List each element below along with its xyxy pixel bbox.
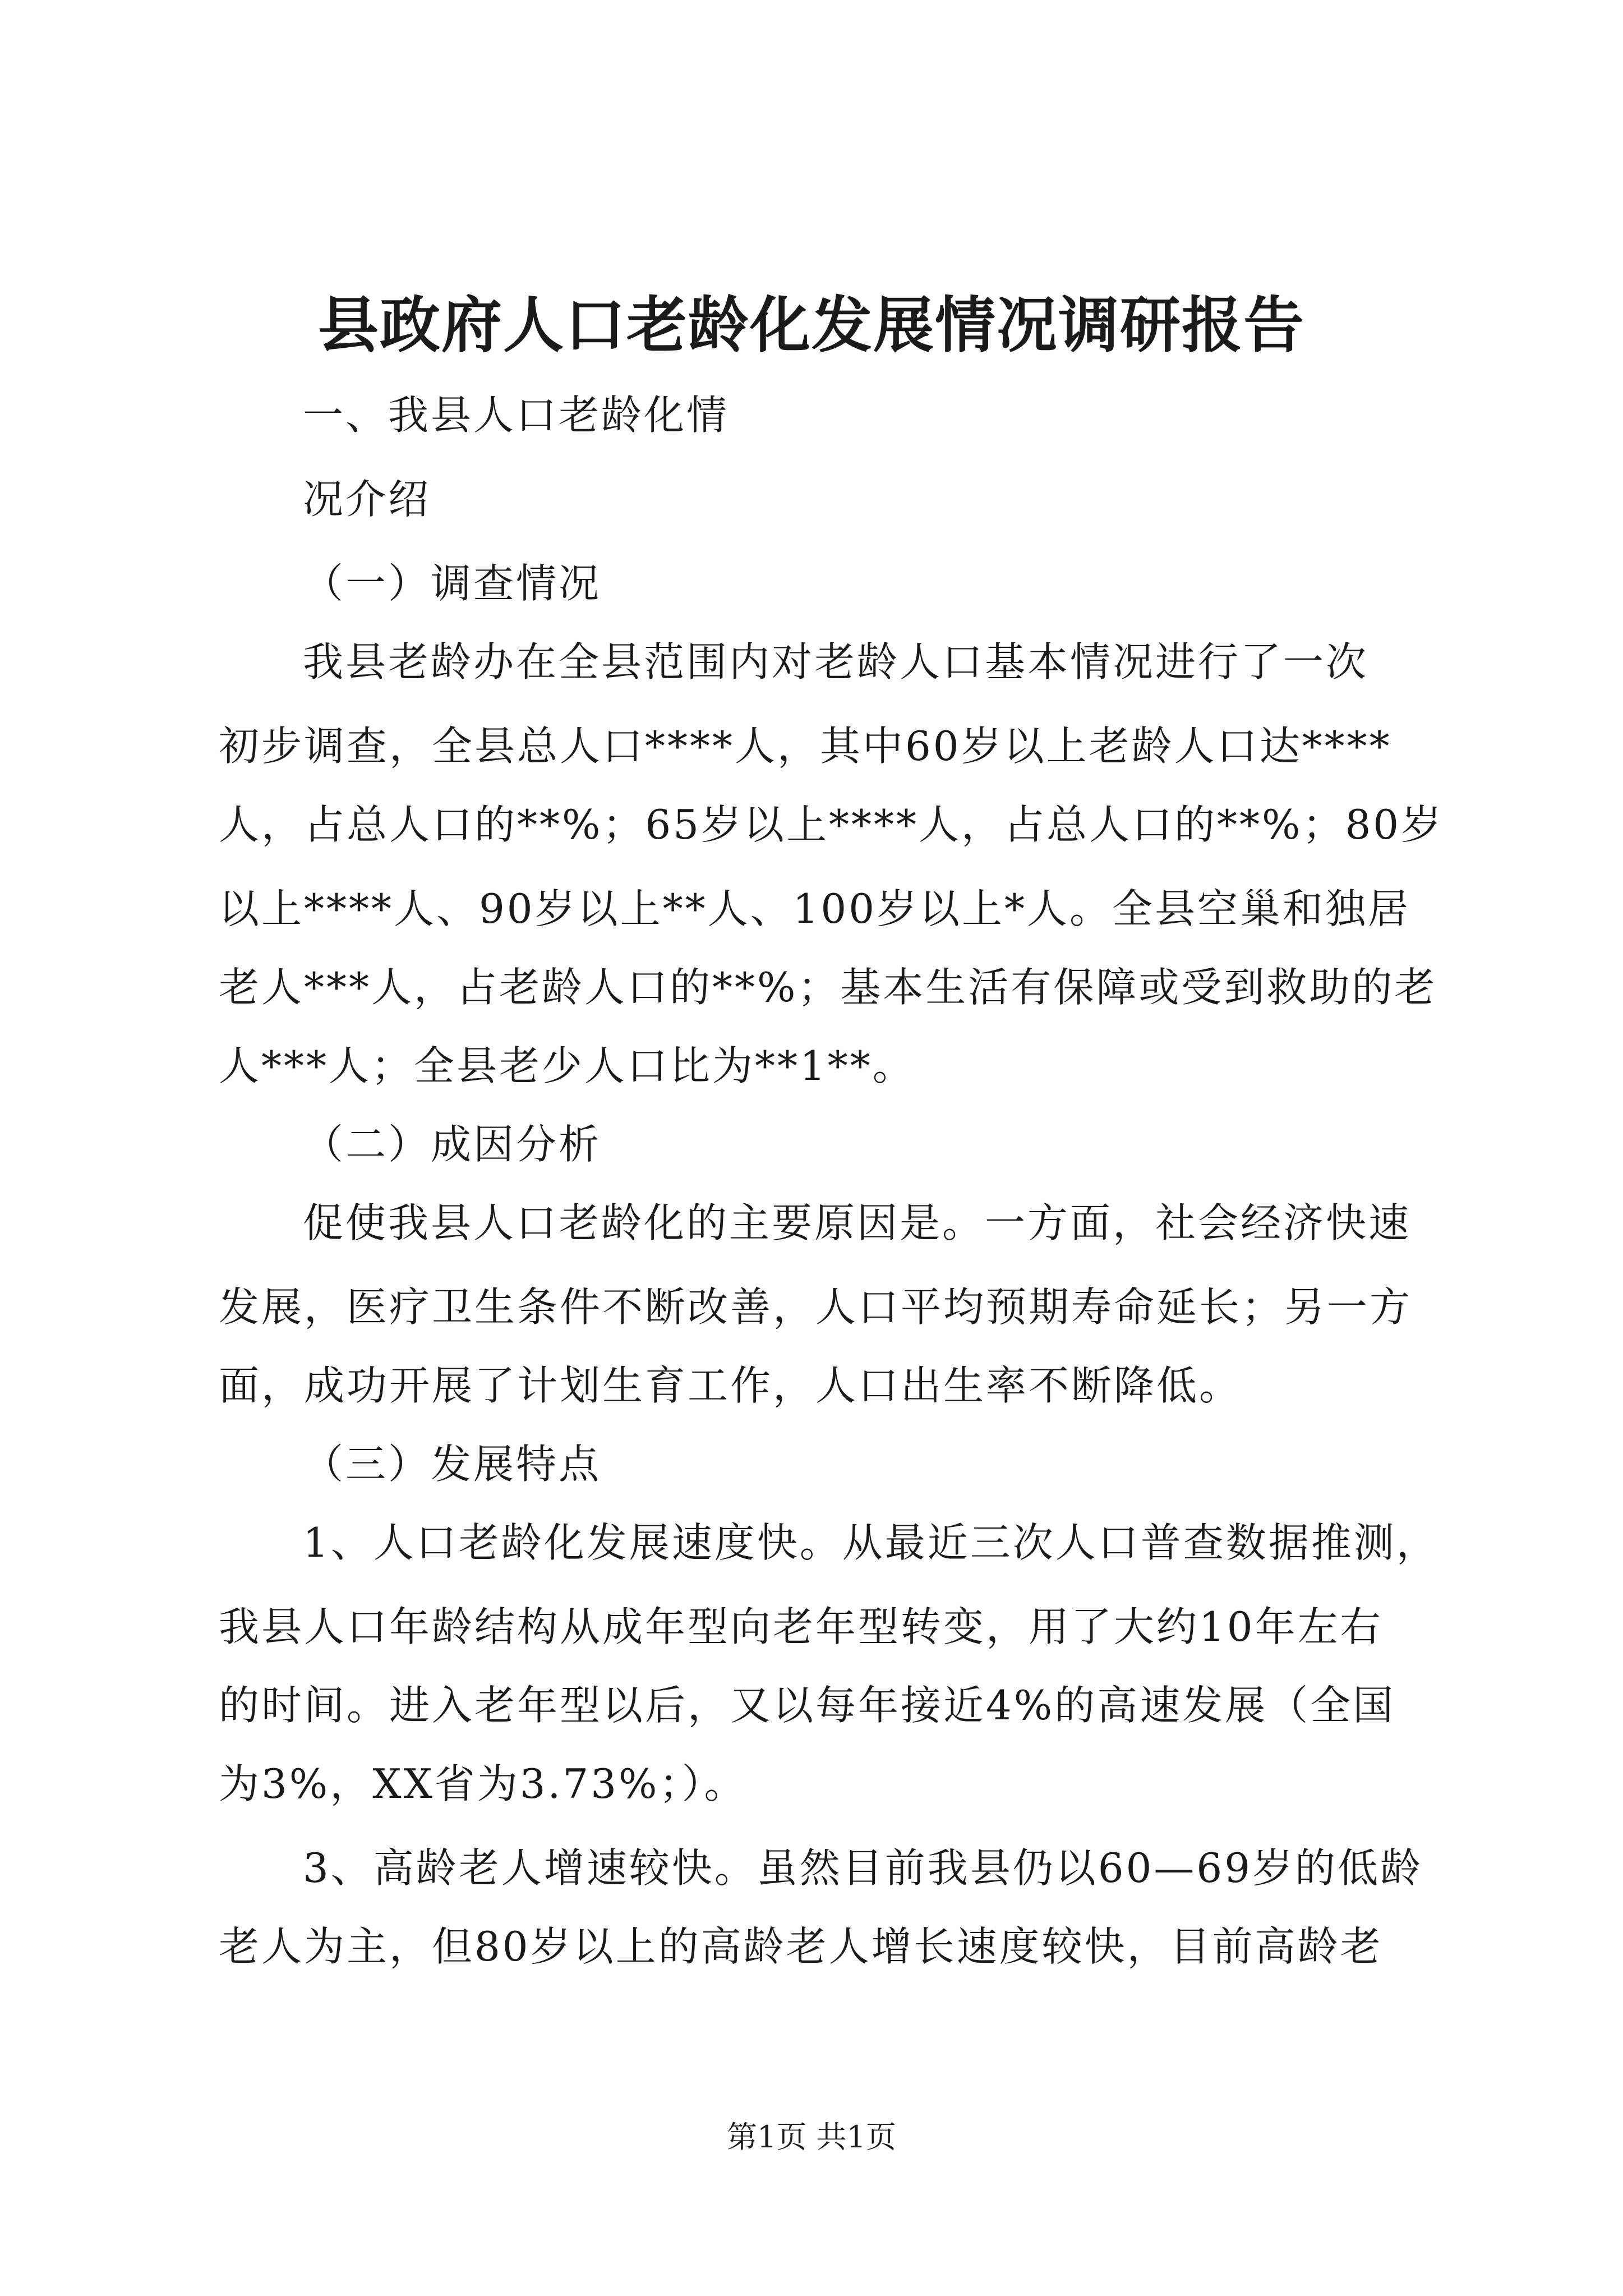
paragraph-line: 发展，医疗卫生条件不断改善，人口平均预期寿命延长；另一方 <box>219 1283 1413 1331</box>
paragraph-line: 老人***人，占老龄人口的**%；基本生活有保障或受到救助的老 <box>219 964 1437 1011</box>
subsection-heading: （三）发展特点 <box>303 1441 602 1488</box>
paragraph-line: 面，成功开展了计划生育工作，人口出生率不断降低。 <box>219 1362 1242 1409</box>
paragraph-line: 老人为主，但80岁以上的高龄老人增长速度较快，目前高龄老 <box>219 1923 1383 1970</box>
paragraph-line: 促使我县人口老龄化的主要原因是。一方面，社会经济快速 <box>303 1199 1412 1246</box>
paragraph-line: 我县老龄办在全县范围内对老龄人口基本情况进行了一次 <box>303 638 1369 685</box>
paragraph-line: 为3%，XX省为3.73%；）。 <box>219 1760 747 1807</box>
paragraph-line: 人，占总人口的**%；65岁以上****人，占总人口的**%；80岁 <box>219 801 1444 848</box>
paragraph-line: 人***人；全县老少人口比为**1**。 <box>219 1042 915 1089</box>
paragraph-line: 的时间。进入老年型以后，又以每年接近4%的高速发展（全国 <box>219 1682 1396 1729</box>
subsection-heading: （一）调查情况 <box>303 560 602 607</box>
subsection-heading: （二）成因分析 <box>303 1121 602 1168</box>
section-heading-continued: 况介绍 <box>303 476 431 523</box>
paragraph-line: 我县人口年龄结构从成年型向老年型转变，用了大约10年左右 <box>219 1603 1383 1650</box>
document-title: 县政府人口老龄化发展情况调研报告 <box>317 290 1305 361</box>
section-heading: 一、我县人口老龄化情 <box>303 392 730 439</box>
paragraph-line: 以上****人、90岁以上**人、100岁以上*人。全县空巢和独居 <box>219 885 1411 932</box>
paragraph-line: 初步调查，全县总人口****人，其中60岁以上老龄人口达**** <box>219 723 1392 770</box>
page-footer: 第1页 共1页 <box>727 2119 896 2155</box>
paragraph-line: 3、高龄老人增速较快。虽然目前我县仍以60—69岁的低龄 <box>303 1844 1423 1892</box>
paragraph-line: 1、人口老龄化发展速度快。从最近三次人口普查数据推测， <box>303 1519 1439 1566</box>
